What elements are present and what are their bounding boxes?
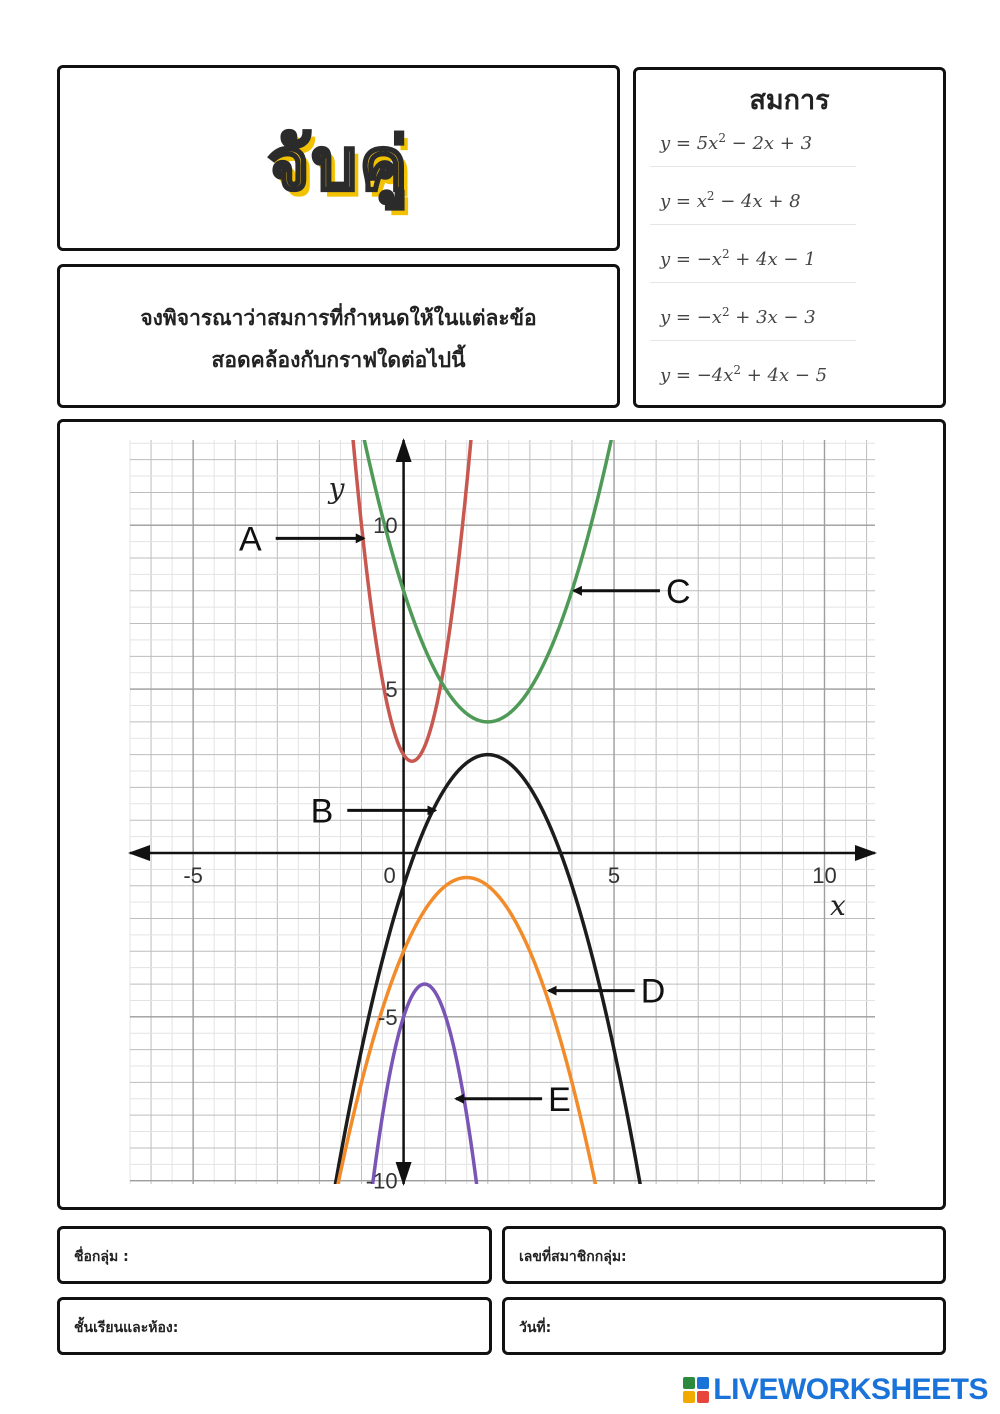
- x-tick-label: -5: [183, 862, 203, 888]
- brand-logo-area: [683, 1374, 988, 1406]
- equations-heading: สมการ: [749, 85, 830, 116]
- y-tick-label: 10: [373, 513, 398, 539]
- member-numbers-field[interactable]: [502, 1226, 946, 1284]
- curve-label-A: A: [239, 520, 262, 559]
- y-tick-label: -5: [378, 1004, 398, 1030]
- y-axis-label: y: [328, 472, 345, 505]
- instruction-card: [57, 264, 620, 408]
- y-tick-label: -10: [365, 1168, 398, 1194]
- equation-item: [650, 226, 856, 283]
- equation-rhs: + 3x − 3: [729, 307, 816, 328]
- instruction-line-1: จงพิจารณาว่าสมการที่กำหนดให้ในแต่ละข้อ: [140, 306, 537, 330]
- date-field[interactable]: [502, 1297, 946, 1355]
- curve-C: [130, 422, 875, 722]
- equation-item: [650, 168, 856, 225]
- curve-label-D: D: [640, 972, 666, 1011]
- instruction-line-2: สอดคล้องกับกราฟใดต่อไปนี้: [211, 348, 466, 372]
- logo-square: [697, 1377, 709, 1389]
- liveworksheets-logo-icon: [683, 1377, 709, 1403]
- class-room-field[interactable]: [57, 1297, 492, 1355]
- curve-D: [130, 878, 875, 1207]
- title-card: [57, 65, 620, 251]
- equation-rhs: − 2x + 3: [725, 133, 813, 154]
- equation-item: [650, 342, 856, 398]
- equation-exponent: 2: [721, 305, 730, 319]
- equation-lhs: y = 5x: [660, 133, 719, 154]
- y-axis-arrow-up: [396, 438, 412, 462]
- equation-exponent: 2: [733, 363, 742, 377]
- equation-lhs: y = −x: [660, 249, 722, 270]
- logo-square: [697, 1391, 709, 1403]
- curve-label-C: C: [665, 572, 691, 611]
- equation-item: [650, 284, 856, 341]
- equation-rhs: + 4x − 5: [741, 365, 828, 386]
- curve-A: [130, 422, 875, 761]
- equation-lhs: y = −4x: [660, 365, 734, 386]
- member-numbers-label: เลขที่สมาชิกกลุ่ม:: [519, 1249, 627, 1265]
- y-axis-arrow-down: [396, 1162, 412, 1186]
- group-name-field[interactable]: [57, 1226, 492, 1284]
- curve-B: [130, 755, 875, 1207]
- equation-exponent: 2: [706, 189, 715, 203]
- x-tick-label: 10: [812, 862, 837, 888]
- date-label: วันที่:: [519, 1320, 552, 1336]
- brand-name: LIVEWORKSHEETS: [713, 1373, 988, 1406]
- instruction-text: [80, 297, 597, 381]
- x-tick-label: 5: [607, 862, 621, 888]
- x-axis-arrow-left: [128, 845, 150, 861]
- parabola-chart: [60, 422, 943, 1207]
- group-name-label: ชื่อกลุ่ม :: [74, 1249, 129, 1265]
- equation-lhs: y = x: [660, 191, 707, 212]
- equation-rhs: − 4x + 8: [714, 191, 801, 212]
- logo-square: [683, 1391, 695, 1403]
- equation-rhs: + 4x − 1: [729, 249, 816, 270]
- curve-label-E: E: [548, 1080, 571, 1119]
- curve-label-B: B: [310, 792, 334, 831]
- x-axis-label: x: [830, 888, 846, 922]
- equation-exponent: 2: [718, 131, 726, 145]
- equation-exponent: 2: [721, 247, 730, 261]
- class-room-label: ชั้นเรียนและห้อง:: [74, 1320, 179, 1336]
- equation-lhs: y = −x: [660, 307, 722, 328]
- equations-card: [633, 67, 946, 408]
- y-tick-label: 5: [385, 677, 398, 703]
- x-tick-label: 0: [383, 862, 396, 888]
- x-axis-arrow-right: [855, 845, 877, 861]
- logo-square: [683, 1377, 695, 1389]
- equation-item: [650, 110, 856, 167]
- worksheet-title: จับคู่: [267, 122, 410, 206]
- graph-card: [57, 419, 946, 1210]
